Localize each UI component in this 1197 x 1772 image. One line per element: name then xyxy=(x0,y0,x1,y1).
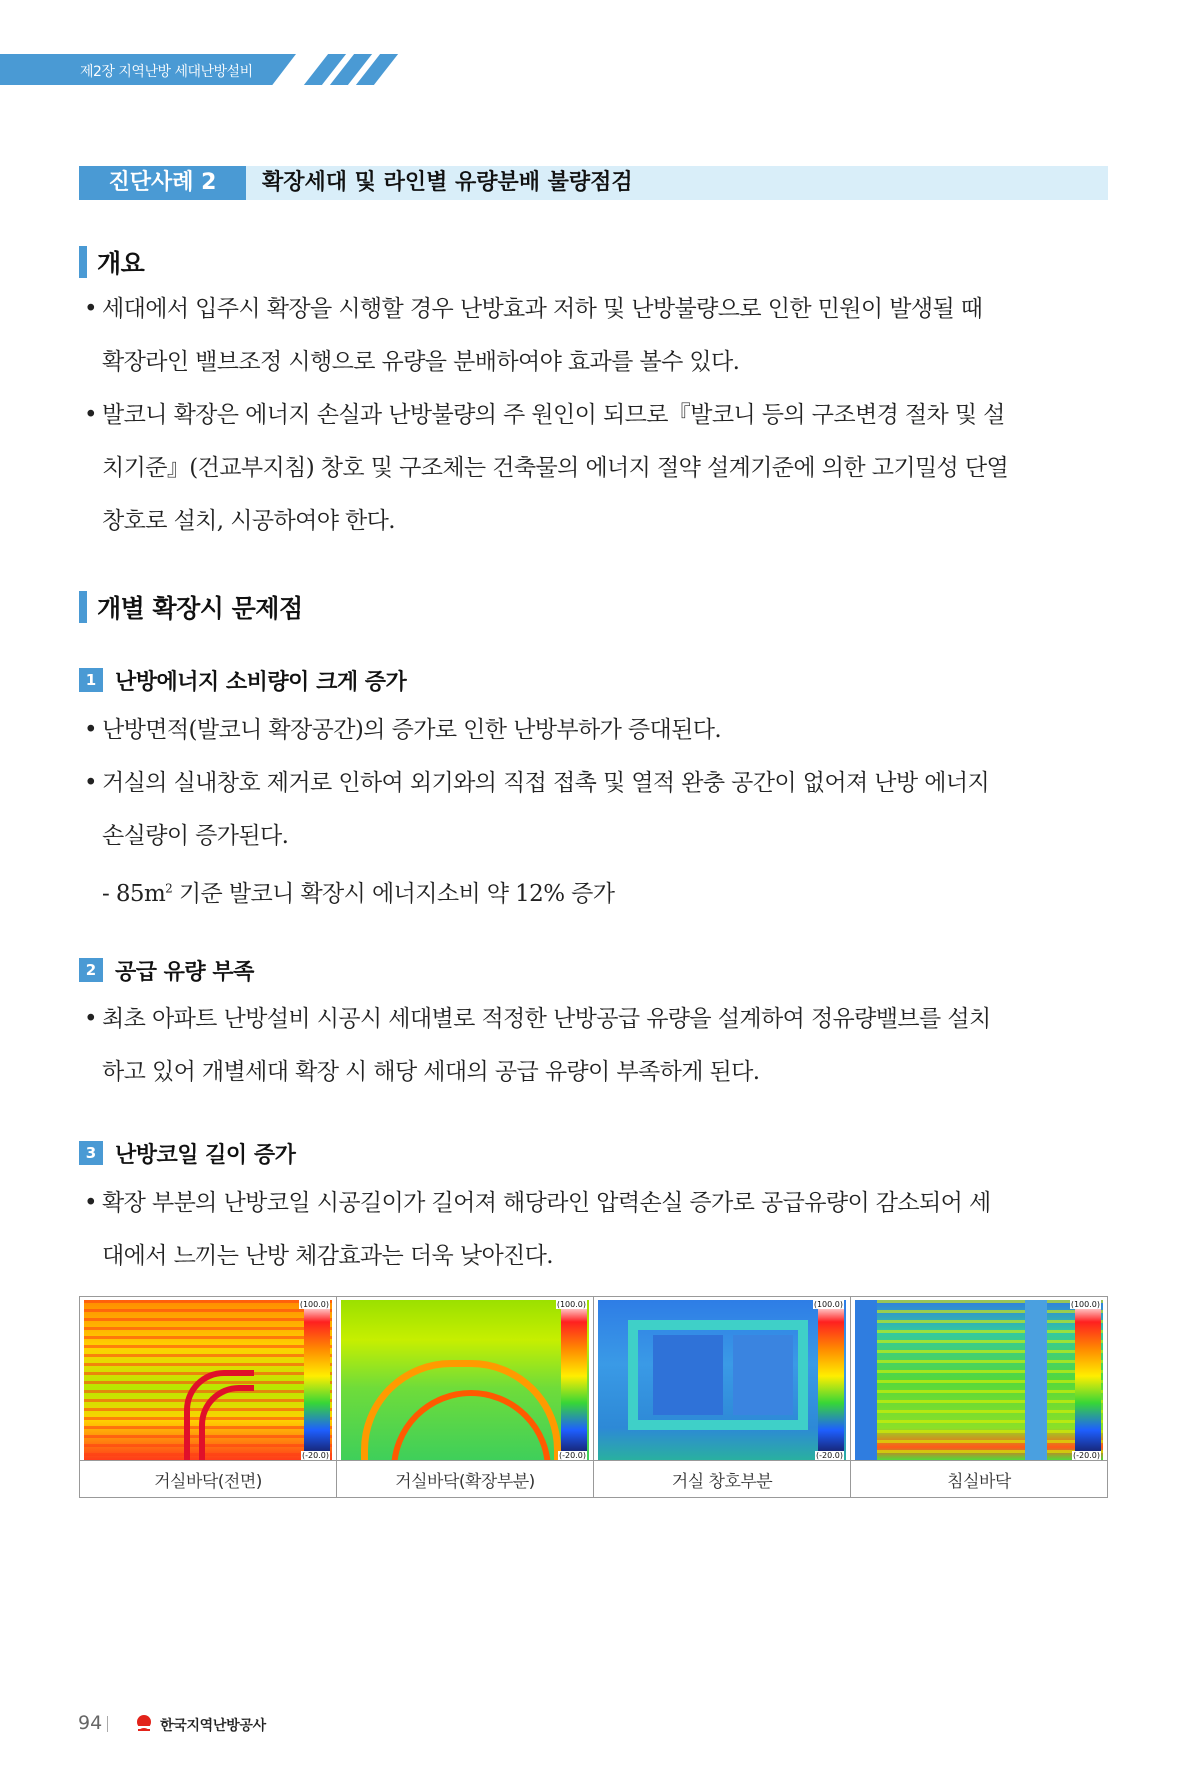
scale-min: (-20.0) xyxy=(816,1451,843,1460)
bullet-icon: • xyxy=(84,770,97,796)
bullet-icon: • xyxy=(84,402,97,428)
problem3-bullet-1 xyxy=(84,1177,1108,1283)
scale-min: (-20.0) xyxy=(302,1451,329,1460)
thermal-caption: 침실바닥 xyxy=(851,1460,1107,1497)
section-heading-text: 개별 확장시 문제점 xyxy=(97,594,303,623)
bullet-text: 발코니 확장은 에너지 손실과 난방불량의 주 원인이 되므로『발코니 등의 구조변경 절차 및 설 xyxy=(102,402,1005,428)
thermal-caption: 거실바닥(확장부분) xyxy=(337,1460,593,1497)
section-heading-overview xyxy=(79,246,144,278)
heading-bar xyxy=(79,246,87,278)
bullet-text: 확장 부분의 난방코일 시공길이가 길어져 해당라인 압력손실 증가로 공급유량이 감소되어 세 xyxy=(102,1190,991,1216)
page-number: 94 xyxy=(78,1712,103,1734)
scale-max: (100.0) xyxy=(299,1300,329,1309)
thermal-cell xyxy=(594,1297,851,1497)
heading-bar xyxy=(79,591,87,623)
bullet-icon: • xyxy=(84,296,97,322)
problem1-bullet-1 xyxy=(84,704,1108,757)
bullet-text: 하고 있어 개별세대 확장 시 해당 세대의 공급 유량이 부족하게 된다. xyxy=(102,1059,760,1085)
temperature-scale xyxy=(304,1304,330,1454)
temperature-scale xyxy=(561,1304,587,1454)
scale-max: (100.0) xyxy=(1070,1300,1100,1309)
bullet-icon: • xyxy=(84,1006,97,1032)
scale-max: (100.0) xyxy=(813,1300,843,1309)
note-superscript: 2 xyxy=(165,881,173,896)
bullet-text: 최초 아파트 난방설비 시공시 세대별로 적정한 난방공급 유량을 설계하여 정유량밸브를 설치 xyxy=(102,1006,991,1032)
thermal-image-table xyxy=(79,1296,1108,1498)
bullet-text: 대에서 느끼는 난방 체감효과는 더욱 낮아진다. xyxy=(102,1243,554,1269)
section-heading-problems xyxy=(79,591,303,623)
overview-bullet-2 xyxy=(84,389,1108,548)
thermal-caption: 거실 창호부분 xyxy=(594,1460,850,1497)
thermal-cell xyxy=(80,1297,337,1497)
thermal-image xyxy=(855,1300,1103,1460)
case-label: 진단사례 2 xyxy=(79,166,246,200)
thermal-cell xyxy=(851,1297,1107,1497)
bullet-text: 손실량이 증가된다. xyxy=(102,823,289,849)
bullet-text: 치기준』(건교부지침) 창호 및 구조체는 건축물의 에너지 절약 설계기준에 의한 고기밀성 단열 xyxy=(102,455,1009,481)
scale-min: (-20.0) xyxy=(559,1451,586,1460)
thermal-cell xyxy=(337,1297,594,1497)
note-text: 기준 발코니 확장시 에너지소비 약 12% 증가 xyxy=(172,881,615,907)
subheading-text: 난방에너지 소비량이 크게 증가 xyxy=(115,669,407,695)
temperature-scale xyxy=(818,1304,844,1454)
organization-name: 한국지역난방공사 xyxy=(160,1718,266,1734)
thermal-image xyxy=(598,1300,846,1460)
bullet-text: 난방면적(발코니 확장공간)의 증가로 인한 난방부하가 증대된다. xyxy=(102,717,722,743)
thermal-caption: 거실바닥(전면) xyxy=(80,1460,336,1497)
bullet-text: 확장라인 밸브조정 시행으로 유량을 분배하여야 효과를 볼수 있다. xyxy=(102,349,740,375)
temperature-scale xyxy=(1075,1304,1101,1454)
chapter-title: 제2장 지역난방 세대난방설비 xyxy=(80,64,253,80)
problem1-note xyxy=(102,875,614,908)
scale-max: (100.0) xyxy=(556,1300,586,1309)
scale-min: (-20.0) xyxy=(1073,1451,1100,1460)
subheading-text: 공급 유량 부족 xyxy=(115,959,254,985)
problem1-bullet-2 xyxy=(84,757,1108,863)
bullet-text: 거실의 실내창호 제거로 인하여 외기와의 직접 접촉 및 열적 완충 공간이 없어져 난방 에너지 xyxy=(102,770,990,796)
bullet-icon: • xyxy=(84,1190,97,1216)
subheading-2 xyxy=(79,957,254,983)
overview-bullet-1 xyxy=(84,283,1108,389)
bullet-text: 세대에서 입주시 확장을 시행할 경우 난방효과 저하 및 난방불량으로 인한 민원이 발생될 때 xyxy=(102,296,983,322)
note-text: - 85m xyxy=(102,881,166,907)
kdhc-logo-icon xyxy=(134,1713,154,1733)
bullet-icon: • xyxy=(84,717,97,743)
subheading-text: 난방코일 길이 증가 xyxy=(115,1142,296,1168)
bullet-text: 창호로 설치, 시공하여야 한다. xyxy=(102,508,395,534)
section-heading-text: 개요 xyxy=(97,249,145,278)
thermal-image xyxy=(84,1300,332,1460)
subheading-number: 1 xyxy=(79,668,103,692)
subheading-3 xyxy=(79,1140,295,1166)
subheading-1 xyxy=(79,667,406,693)
footer-divider xyxy=(107,1716,108,1732)
problem2-bullet-1 xyxy=(84,993,1108,1099)
subheading-number: 3 xyxy=(79,1141,103,1165)
case-title: 확장세대 및 라인별 유량분배 불량점검 xyxy=(262,170,633,195)
thermal-image xyxy=(341,1300,589,1460)
subheading-number: 2 xyxy=(79,958,103,982)
